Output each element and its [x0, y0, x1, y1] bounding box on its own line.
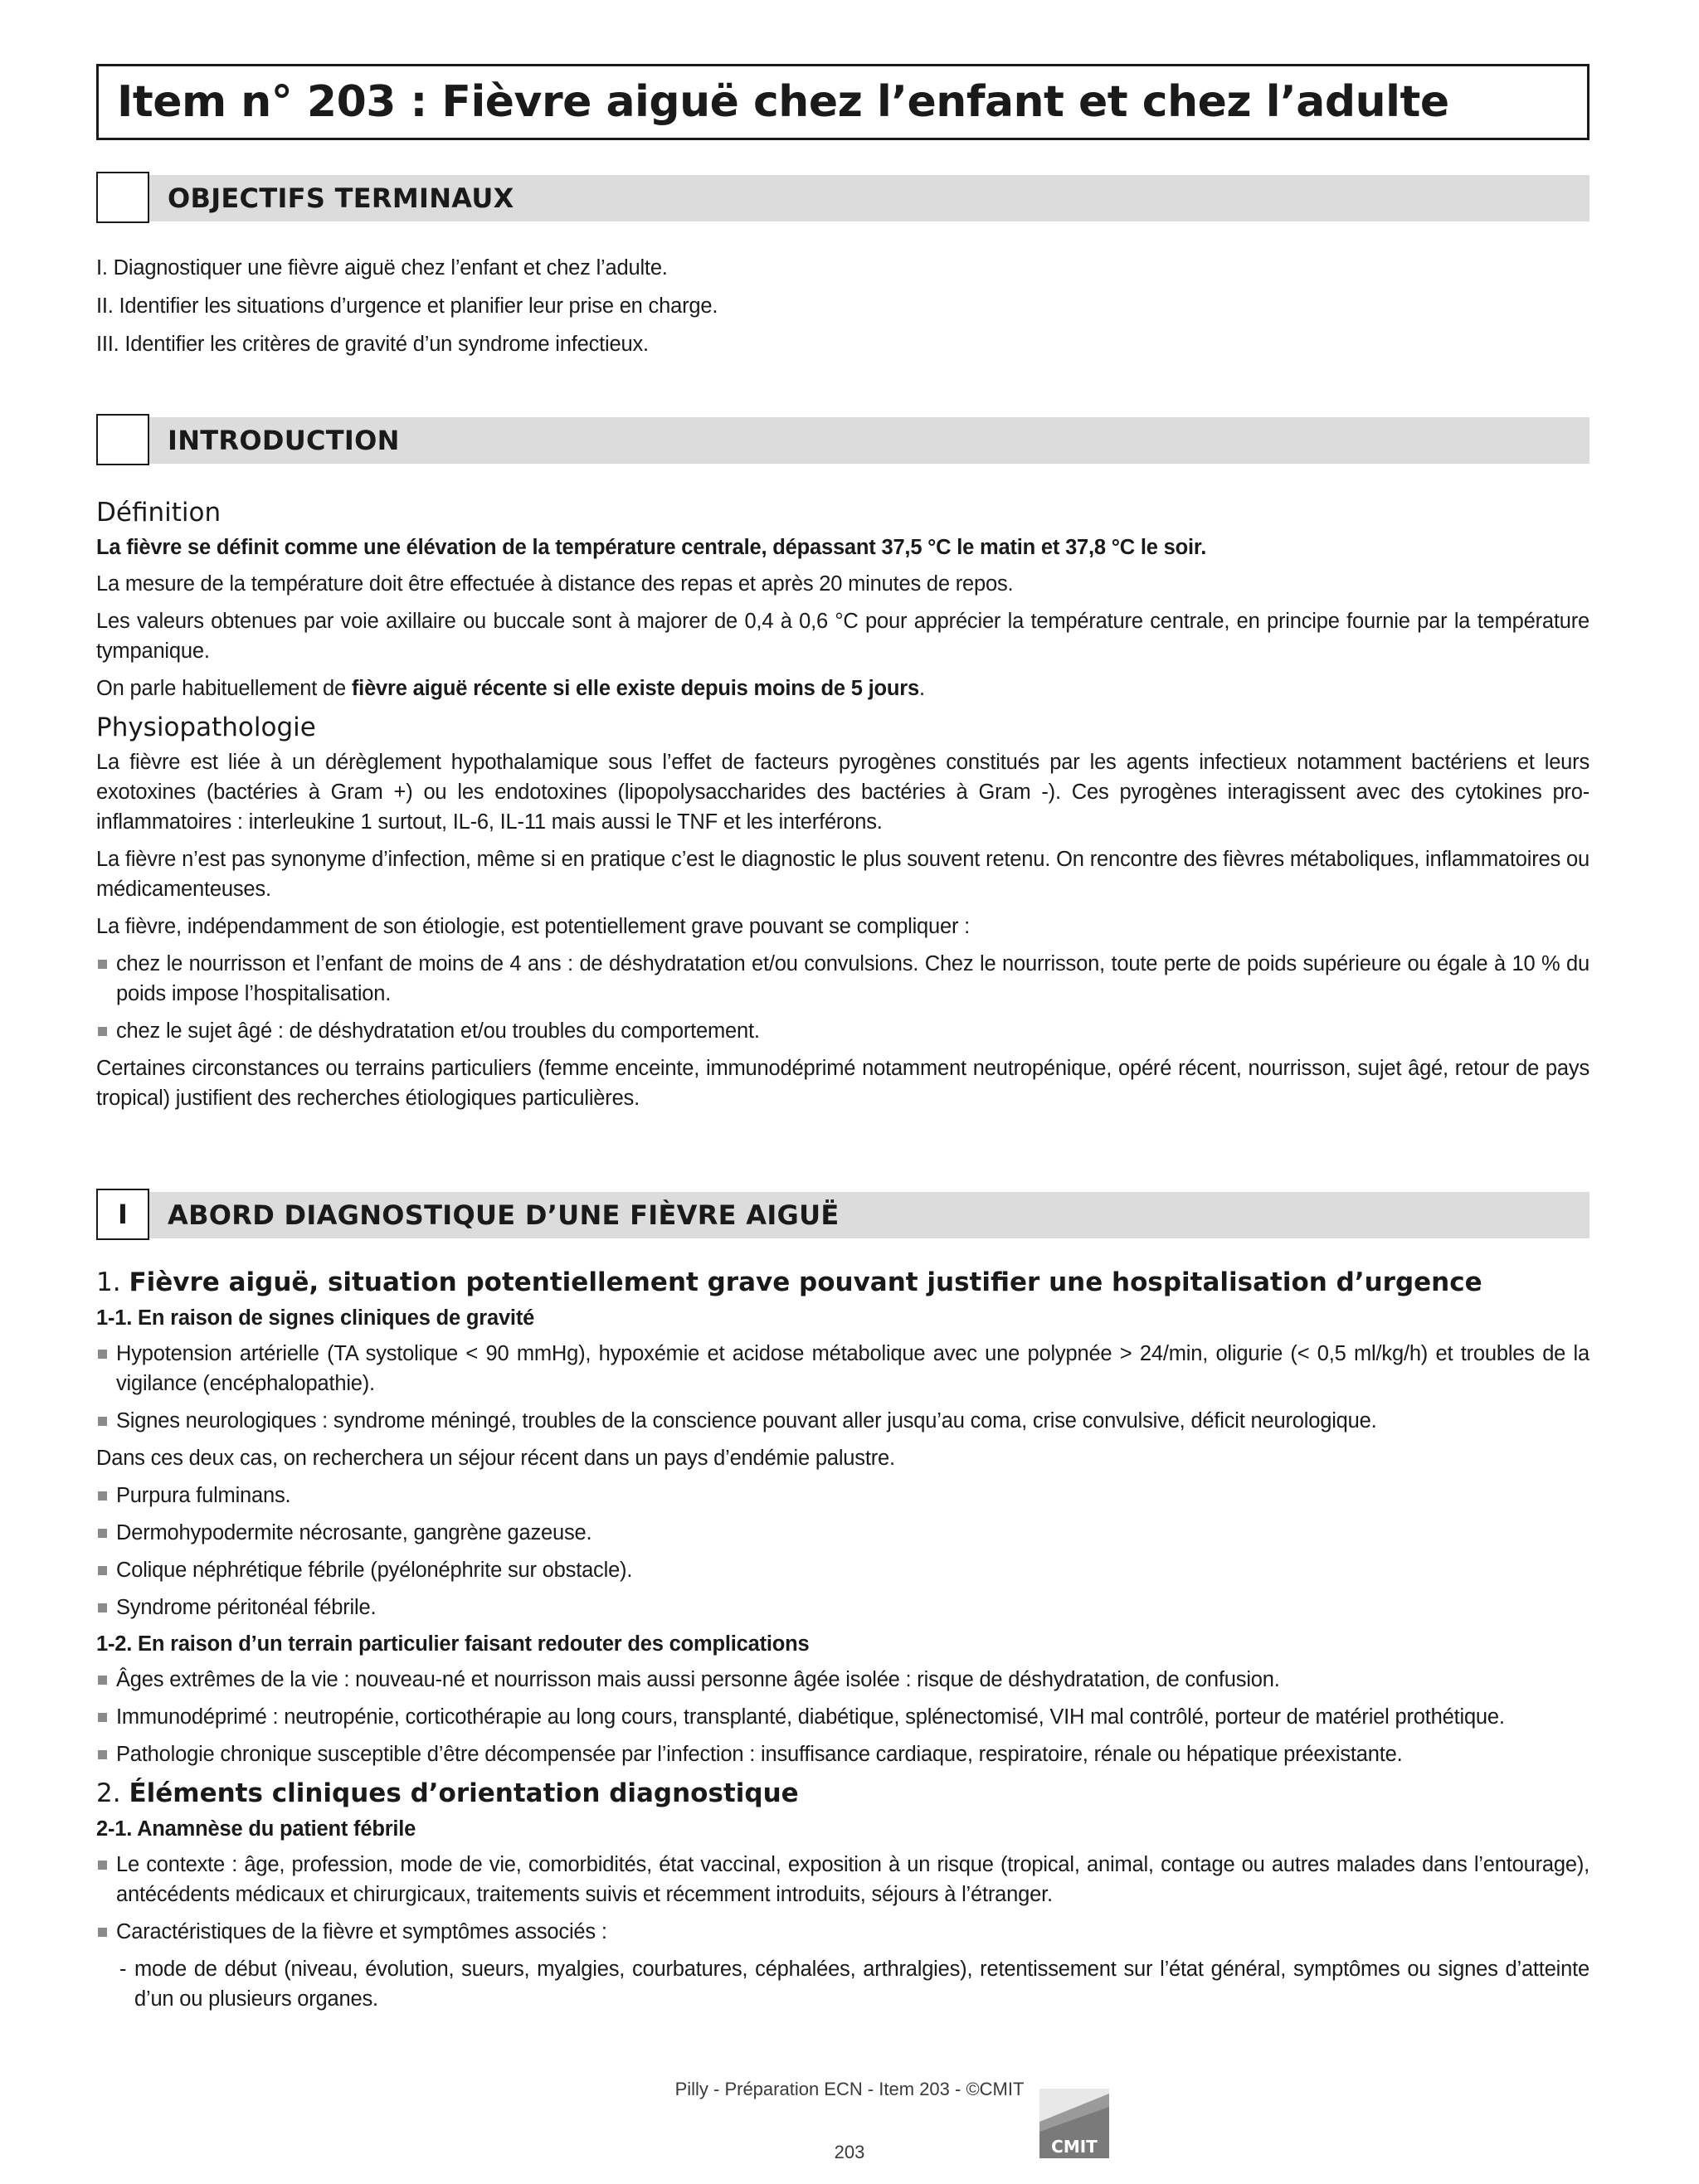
title-box	[96, 64, 1589, 140]
list-item: Caractéristiques de la fièvre et symptômes associés :	[96, 1917, 1589, 1947]
cmit-logo	[1039, 2089, 1109, 2158]
bullet-square-icon	[98, 1861, 107, 1870]
section-header-introduction	[96, 414, 1589, 465]
bullet-square-icon	[98, 1027, 107, 1036]
section-title: INTRODUCTION	[149, 417, 1589, 464]
page-number: 203	[834, 2142, 865, 2162]
list-item: Immunodéprimé : neutropénie, corticothérapie au long cours, transplanté, diabétique, splénectomisé, VIH mal contrôlé, porteur de matériel prothétique.	[96, 1702, 1589, 1732]
section-number-box	[96, 414, 149, 465]
list-item: Syndrome péritonéal fébrile.	[96, 1593, 1589, 1622]
section-title: ABORD DIAGNOSTIQUE D’UNE FIÈVRE AIGUË	[149, 1192, 1589, 1238]
bullet-square-icon	[98, 1750, 107, 1759]
list-item: Âges extrêmes de la vie : nouveau-né et nourrisson mais aussi personne âgée isolée : risque de déshydratation, de confusion.	[96, 1665, 1589, 1695]
list-item: Pathologie chronique susceptible d’être décompensée par l’infection : insuffisance cardiaque, respiratoire, rénale ou hépatique préexistante.	[96, 1739, 1589, 1769]
list-item: Dermohypodermite nécrosante, gangrène gazeuse.	[96, 1518, 1589, 1548]
bullet-square-icon	[98, 1417, 107, 1426]
section-number-box	[96, 172, 149, 223]
bullet-square-icon	[98, 1350, 107, 1359]
objectif-item: I. Diagnostiquer une fièvre aiguë chez l’enfant et chez l’adulte.	[96, 256, 668, 280]
paragraph: La fièvre n’est pas synonyme d’infection, même si en pratique c’est le diagnostic le plus souvent retenu. On rencontre des fièvres métaboliques, inflammatoires ou médicamenteuses.	[96, 848, 1589, 901]
section-title: OBJECTIFS TERMINAUX	[149, 175, 1589, 221]
section1-body	[96, 1266, 1589, 2021]
list-item: Signes neurologiques : syndrome méningé, troubles de la conscience pouvant aller jusqu’au coma, crise convulsive, déficit neurologique.	[96, 1406, 1589, 1436]
subsection-heading-1: 1. Fièvre aiguë, situation potentiellement grave pouvant justifier une hospitalisation d’urgence	[96, 1267, 1482, 1297]
section-number-box: I	[96, 1189, 149, 1240]
section-header-abord-diagnostique	[96, 1189, 1589, 1240]
list-item: chez le nourrisson et l’enfant de moins de 4 ans : de déshydratation et/ou convulsions. Chez le nourrisson, toute perte de poids supérieure ou égale à 10 % du poids impose l’hospitalisation.	[96, 949, 1589, 1009]
paragraph: La fièvre est liée à un dérèglement hypothalamique sous l’effet de facteurs pyrogènes constitués par les agents infectieux notamment bactériens et leurs exotoxines (bactéries à Gram +) ou les endotoxines (lipopolysaccharides des bactéries à Gram -). Ces pyrogènes interagissent avec des cytokines pro-inflammatoires : interleukine 1 surtout, IL-6, IL-11 mais aussi le TNF et les interférons.	[96, 751, 1589, 834]
list-item: chez le sujet âgé : de déshydratation et/ou troubles du comportement.	[96, 1016, 1589, 1046]
page-title: Item n° 203 : Fièvre aiguë chez l’enfant et chez l’adulte	[117, 77, 1449, 127]
section-header-objectifs	[96, 172, 1589, 223]
bullet-square-icon	[98, 1491, 107, 1501]
list-item: Purpura fulminans.	[96, 1481, 1589, 1510]
bullet-square-icon	[98, 1676, 107, 1685]
bullet-square-icon	[98, 1566, 107, 1575]
list-item: Hypotension artérielle (TA systolique < 90 mmHg), hypoxémie et acidose métabolique avec une polypnée > 24/min, oligurie (< 0,5 ml/kg/h) et troubles de la vigilance (encéphalopathie).	[96, 1339, 1589, 1398]
definition-heading: Définition	[96, 498, 222, 528]
bullet-square-icon	[98, 1529, 107, 1538]
paragraph: La mesure de la température doit être effectuée à distance des repas et après 20 minutes de repos.	[96, 572, 1014, 596]
subsection-heading-1-2: 1-2. En raison d’un terrain particulier faisant redouter des complications	[96, 1632, 810, 1656]
emphasis: fièvre aiguë récente si elle existe depuis moins de 5 jours	[351, 677, 919, 700]
definition-bold: La fièvre se définit comme une élévation de la température centrale, dépassant 37,5 °C le matin et 37,8 °C le soir.	[96, 536, 1207, 559]
list-item: Le contexte : âge, profession, mode de vie, comorbidités, état vaccinal, exposition à un risque (tropical, animal, contage ou autres malades dans l’entourage), antécédents médicaux et chirurgicaux, traitements suivis et récemment introduits, séjours à l’étranger.	[96, 1850, 1589, 1909]
subsection-heading-1-1: 1-1. En raison de signes cliniques de gravité	[96, 1306, 535, 1330]
introduction-body	[96, 494, 1589, 1121]
objectifs-list	[96, 253, 1589, 367]
logo-text: CMIT	[1051, 2137, 1098, 2157]
subsection-heading-2: 2. Éléments cliniques d’orientation diagnostique	[96, 1778, 799, 1808]
paragraph: Les valeurs obtenues par voie axillaire ou buccale sont à majorer de 0,4 à 0,6 °C pour apprécier la température centrale, en principe fournie par la température tympanique.	[96, 610, 1589, 663]
objectif-item: II. Identifier les situations d’urgence et planifier leur prise en charge.	[96, 294, 718, 318]
bullet-square-icon	[98, 960, 107, 969]
physiopathologie-heading: Physiopathologie	[96, 713, 316, 742]
paragraph: La fièvre, indépendamment de son étiologie, est potentiellement grave pouvant se compliquer :	[96, 915, 971, 938]
paragraph: Dans ces deux cas, on recherchera un séjour récent dans un pays d’endémie palustre.	[96, 1447, 895, 1470]
footer-text: Pilly - Préparation ECN - Item 203 - ©CMIT	[674, 2079, 1025, 2099]
paragraph: Certaines circonstances ou terrains particuliers (femme enceinte, immunodéprimé notamment neutropénique, opéré récent, nourrisson, sujet âgé, retour de pays tropical) justifient des recherches étiologiques particulières.	[96, 1057, 1589, 1110]
subsection-heading-2-1: 2-1. Anamnèse du patient fébrile	[96, 1817, 416, 1841]
bullet-square-icon	[98, 1603, 107, 1612]
bullet-square-icon	[98, 1713, 107, 1722]
bullet-square-icon	[98, 1928, 107, 1937]
objectif-item: III. Identifier les critères de gravité d’un syndrome infectieux.	[96, 333, 649, 356]
list-item: Colique néphrétique fébrile (pyélonéphrite sur obstacle).	[96, 1555, 1589, 1585]
paragraph: On parle habituellement de fièvre aiguë récente si elle existe depuis moins de 5 jours.	[96, 677, 925, 700]
dash-list-item: - mode de début (niveau, évolution, sueurs, myalgies, courbatures, céphalées, arthralgies), retentissement sur l’état général, symptômes ou signes d’atteinte d’un ou plusieurs organes.	[119, 1958, 1589, 2011]
